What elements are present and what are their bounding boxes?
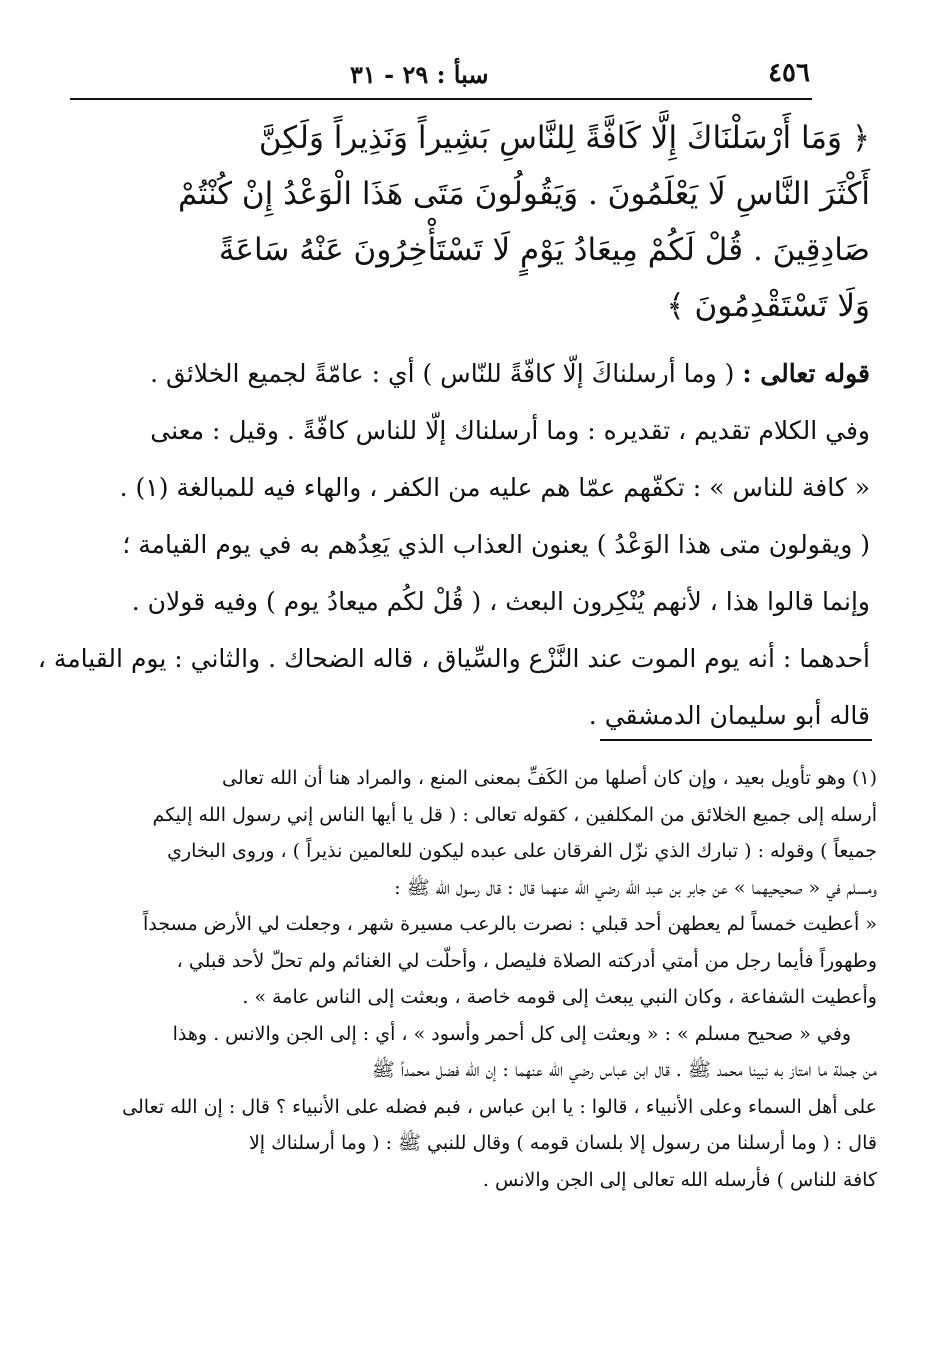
footnote-line: « أعطيت خمساً لم يعطهن أحد قبلي : نصرت بالرعب مسيرة شهر ، وجعلت لي الأرض مسجداً	[143, 913, 877, 935]
page-header	[330, 58, 810, 98]
footnote-line: وأعطيت الشفاعة ، وكان النبي يبعث إلى قومه خاصة ، وبعثت إلى الناس عامة » .	[242, 986, 877, 1008]
commentary-line	[80, 345, 870, 402]
footnote-line: كافة للناس ) فأرسله الله تعالى إلى الجن والانس .	[482, 1168, 877, 1191]
footnote-line: أرسله إلى جميع الخلائق من المكلفين ، كقوله تعالى : ( قل يا أيها الناس إني رسول الله إليكم	[152, 803, 877, 826]
commentary-line: قاله أبو سليمان الدمشقي .	[588, 701, 870, 730]
commentary-text	[37, 345, 870, 744]
quran-line: وَلَا تَسْتَقْدِمُونَ ﴾	[666, 288, 870, 324]
quran-verse-block	[72, 110, 870, 334]
quran-line: أَكْثَرَ النَّاسِ لَا يَعْلَمُونَ . وَيَقُولُونَ مَتَى هَذَا الْوَعْدُ إِنْ كُنْتُمْ	[177, 176, 870, 212]
footnote-line: على أهل السماء وعلى الأنبياء ، قالوا : يا ابن عباس ، فبم فضله على الأنبياء ؟ قال : إن الله تعالى	[122, 1095, 877, 1118]
footnote-line: قال : ( وما أرسلنا من رسول إلا بلسان قومه ) وقال للنبي ﷺ : ( وما أرسلناك إلا	[248, 1132, 877, 1154]
footnotes	[92, 760, 877, 1198]
footnote-line: وطهوراً فأيما رجل من أمتي أدركته الصلاة فليصل ، وأحلّت لي الغنائم ولم تحلّ لأحد قبلي ،	[176, 949, 877, 972]
commentary-lead: قوله تعالى :	[742, 359, 870, 388]
commentary-line: ( ويقولون متى هذا الوَعْدُ ) يعنون العذاب الذي يَعِدُهم به في يوم القيامة ؛	[122, 530, 870, 559]
commentary-line-text: ( وما أرسلناكَ إلّا كافّةً للنّاس ) أي : عامّةً لجميع الخلائق .	[150, 359, 735, 388]
footnote-line: وفي « صحيح مسلم » : « وبعثت إلى كل أحمر وأسود » ، أي : إلى الجن والانس . وهذا	[172, 1022, 851, 1045]
commentary-line: وفي الكلام تقديم ، تقديره : وما أرسلناك إلّا للناس كافّةً . وقيل : معنى	[150, 416, 870, 445]
commentary-line: وإنما قالوا هذا ، لأنهم يُنْكِرون البعث ، ( قُلْ لكُم ميعادُ يوم ) وفيه قولان .	[131, 587, 870, 616]
running-head: سبأ : ٢٩ - ٣١	[350, 60, 489, 89]
commentary-line: أحدهما : أنه يوم الموت عند النَّزْع والسِّياق ، قاله الضحاك . والثاني : يوم القيامة ،	[37, 644, 870, 673]
footnote-line: (١) وهو تأويل بعيد ، وإن كان أصلها من الكَفِّ بمعنى المنع ، والمراد هنا أن الله تعالى	[222, 767, 877, 789]
page-number: ٤٥٦	[768, 58, 810, 88]
footnote-line: جميعاً ) وقوله : ( تبارك الذي نزّل الفرقان على عبده ليكون للعالمين نذيراً ) ، وروى البخاري	[167, 840, 877, 862]
footnote-line: من جملة ما امتاز به نبينا محمد ﷺ . قال ابن عباس رضي الله عنهما : إن الله فضل محمداً ﷺ	[371, 1059, 877, 1081]
commentary-line: « كافة للناس » : تكفّهم عمّا هم عليه من الكفر ، والهاء فيه للمبالغة (١) .	[119, 473, 870, 502]
header-rule	[70, 98, 812, 100]
quran-line: صَادِقِينَ . قُلْ لَكُمْ مِيعَادُ يَوْمٍ لَا تَسْتَأْخِرُونَ عَنْهُ سَاعَةً	[218, 232, 870, 268]
quran-line: ﴿ وَمَا أَرْسَلْنَاكَ إِلَّا كَافَّةً لِلنَّاسِ بَشِيراً وَنَذِيراً وَلَكِنَّ	[258, 120, 870, 156]
footnote-rule	[600, 739, 872, 741]
footnote-line: ومسلم في « صحيحيهما » عن جابر بن عبد الله رضي الله عنهما قال : قال رسول الله ﷺ :	[394, 876, 877, 899]
